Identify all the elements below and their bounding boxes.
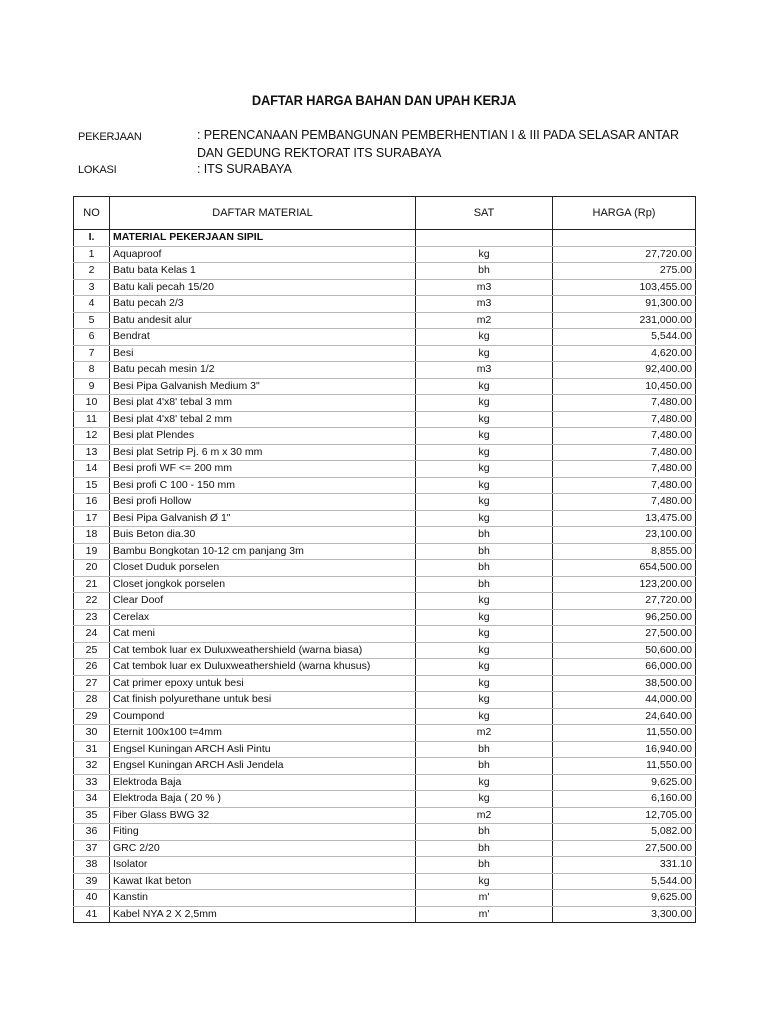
table-row (74, 807, 696, 824)
table-row (74, 692, 696, 709)
row-price: 5,082.00 (553, 824, 696, 841)
row-price: 5,544.00 (553, 329, 696, 346)
row-price: 16,940.00 (553, 741, 696, 758)
row-material-name: Fiting (110, 824, 416, 841)
section-row (74, 230, 696, 247)
row-unit: kg (416, 642, 553, 659)
row-no: 29 (74, 708, 110, 725)
row-unit: kg (416, 708, 553, 725)
row-no: 34 (74, 791, 110, 808)
table-body (74, 230, 696, 923)
table-row (74, 428, 696, 445)
table-row (74, 873, 696, 890)
row-unit: kg (416, 675, 553, 692)
row-unit: kg (416, 774, 553, 791)
row-no: 20 (74, 560, 110, 577)
row-unit: kg (416, 626, 553, 643)
table-row (74, 345, 696, 362)
row-material-name: Elektroda Baja (110, 774, 416, 791)
table-row (74, 527, 696, 544)
table-row (74, 824, 696, 841)
row-no: 19 (74, 543, 110, 560)
row-price: 92,400.00 (553, 362, 696, 379)
row-price: 27,500.00 (553, 626, 696, 643)
row-no: 3 (74, 279, 110, 296)
row-no: 7 (74, 345, 110, 362)
row-material-name: Besi Pipa Galvanish Medium 3" (110, 378, 416, 395)
row-unit: kg (416, 444, 553, 461)
table-row (74, 312, 696, 329)
row-unit: m2 (416, 725, 553, 742)
row-price: 10,450.00 (553, 378, 696, 395)
table-row (74, 461, 696, 478)
row-no: 39 (74, 873, 110, 890)
row-unit: kg (416, 428, 553, 445)
row-no: 36 (74, 824, 110, 841)
pekerjaan-value-line2: DAN GEDUNG REKTORAT ITS SURABAYA (197, 146, 442, 160)
row-material-name: Fiber Glass BWG 32 (110, 807, 416, 824)
row-material-name: Cat tembok luar ex Duluxweathershield (warna biasa) (110, 642, 416, 659)
row-unit: m3 (416, 279, 553, 296)
row-no: 18 (74, 527, 110, 544)
row-unit: kg (416, 593, 553, 610)
row-material-name: Batu bata Kelas 1 (110, 263, 416, 280)
row-price: 24,640.00 (553, 708, 696, 725)
row-unit: bh (416, 824, 553, 841)
table-row (74, 906, 696, 923)
row-no: 1 (74, 246, 110, 263)
row-price: 8,855.00 (553, 543, 696, 560)
row-price: 4,620.00 (553, 345, 696, 362)
row-price: 231,000.00 (553, 312, 696, 329)
table-row (74, 890, 696, 907)
row-unit: bh (416, 857, 553, 874)
header-sat: SAT (416, 197, 553, 230)
row-no: 26 (74, 659, 110, 676)
row-unit: kg (416, 246, 553, 263)
row-no: 24 (74, 626, 110, 643)
row-material-name: Engsel Kuningan ARCH Asli Pintu (110, 741, 416, 758)
row-material-name: Besi profi C 100 - 150 mm (110, 477, 416, 494)
section-name: MATERIAL PEKERJAAN SIPIL (110, 230, 416, 247)
row-material-name: Bambu Bongkotan 10-12 cm panjang 3m (110, 543, 416, 560)
table-row (74, 576, 696, 593)
row-price: 27,500.00 (553, 840, 696, 857)
row-material-name: Coumpond (110, 708, 416, 725)
row-material-name: Batu pecah mesin 1/2 (110, 362, 416, 379)
row-material-name: Cat finish polyurethane untuk besi (110, 692, 416, 709)
row-unit: kg (416, 345, 553, 362)
row-unit: bh (416, 840, 553, 857)
row-no: 21 (74, 576, 110, 593)
row-material-name: Batu kali pecah 15/20 (110, 279, 416, 296)
table-header-row (74, 197, 696, 230)
section-harga (553, 230, 696, 247)
row-material-name: Kanstin (110, 890, 416, 907)
row-material-name: Besi plat Setrip Pj. 6 m x 30 mm (110, 444, 416, 461)
table-row (74, 510, 696, 527)
row-no: 30 (74, 725, 110, 742)
table-row (74, 725, 696, 742)
row-material-name: Besi (110, 345, 416, 362)
row-material-name: Besi plat Plendes (110, 428, 416, 445)
row-no: 23 (74, 609, 110, 626)
row-price: 91,300.00 (553, 296, 696, 313)
row-unit: m3 (416, 296, 553, 313)
row-unit: bh (416, 543, 553, 560)
row-material-name: GRC 2/20 (110, 840, 416, 857)
row-unit: kg (416, 510, 553, 527)
row-no: 11 (74, 411, 110, 428)
row-unit: bh (416, 527, 553, 544)
table-row (74, 296, 696, 313)
table-row (74, 593, 696, 610)
row-price: 66,000.00 (553, 659, 696, 676)
row-material-name: Cerelax (110, 609, 416, 626)
row-no: 12 (74, 428, 110, 445)
page-title: DAFTAR HARGA BAHAN DAN UPAH KERJA (251, 92, 517, 108)
row-unit: kg (416, 395, 553, 412)
row-unit: bh (416, 758, 553, 775)
table-row (74, 378, 696, 395)
row-no: 37 (74, 840, 110, 857)
row-price: 7,480.00 (553, 395, 696, 412)
row-unit: m2 (416, 807, 553, 824)
row-no: 15 (74, 477, 110, 494)
table-row (74, 791, 696, 808)
row-price: 96,250.00 (553, 609, 696, 626)
table-row (74, 411, 696, 428)
row-price: 123,200.00 (553, 576, 696, 593)
row-unit: kg (416, 609, 553, 626)
table-row (74, 444, 696, 461)
header-material: DAFTAR MATERIAL (110, 197, 416, 230)
row-price: 3,300.00 (553, 906, 696, 923)
row-no: 17 (74, 510, 110, 527)
row-no: 10 (74, 395, 110, 412)
table-row (74, 609, 696, 626)
table-row (74, 246, 696, 263)
row-material-name: Kawat Ikat beton (110, 873, 416, 890)
table-row (74, 642, 696, 659)
table-row (74, 494, 696, 511)
row-price: 44,000.00 (553, 692, 696, 709)
pekerjaan-label: PEKERJAAN (78, 131, 142, 143)
row-price: 27,720.00 (553, 593, 696, 610)
row-no: 31 (74, 741, 110, 758)
row-unit: bh (416, 576, 553, 593)
row-material-name: Closet jongkok porselen (110, 576, 416, 593)
row-material-name: Batu pecah 2/3 (110, 296, 416, 313)
row-price: 6,160.00 (553, 791, 696, 808)
row-material-name: Bendrat (110, 329, 416, 346)
row-price: 275.00 (553, 263, 696, 280)
table-row (74, 840, 696, 857)
table-row (74, 774, 696, 791)
row-no: 4 (74, 296, 110, 313)
row-unit: m2 (416, 312, 553, 329)
row-no: 9 (74, 378, 110, 395)
row-no: 8 (74, 362, 110, 379)
lokasi-label: LOKASI (78, 164, 117, 176)
pekerjaan-value-line1: : PERENCANAAN PEMBANGUNAN PEMBERHENTIAN I & III PADA SELASAR ANTAR (197, 128, 679, 142)
table-row (74, 708, 696, 725)
row-unit: m' (416, 890, 553, 907)
row-material-name: Eternit 100x100 t=4mm (110, 725, 416, 742)
table-row (74, 741, 696, 758)
row-unit: kg (416, 477, 553, 494)
row-material-name: Isolator (110, 857, 416, 874)
table-row (74, 857, 696, 874)
row-no: 16 (74, 494, 110, 511)
header-harga: HARGA (Rp) (553, 197, 696, 230)
row-material-name: Aquaproof (110, 246, 416, 263)
row-no: 38 (74, 857, 110, 874)
row-price: 7,480.00 (553, 444, 696, 461)
row-unit: m' (416, 906, 553, 923)
row-no: 6 (74, 329, 110, 346)
row-price: 11,550.00 (553, 758, 696, 775)
table-row (74, 362, 696, 379)
row-unit: kg (416, 494, 553, 511)
lokasi-value: : ITS SURABAYA (197, 162, 292, 176)
row-unit: kg (416, 791, 553, 808)
row-price: 7,480.00 (553, 494, 696, 511)
row-unit: kg (416, 461, 553, 478)
row-material-name: Batu andesit alur (110, 312, 416, 329)
row-material-name: Cat tembok luar ex Duluxweathershield (warna khusus) (110, 659, 416, 676)
row-material-name: Cat meni (110, 626, 416, 643)
row-unit: kg (416, 659, 553, 676)
row-no: 27 (74, 675, 110, 692)
row-price: 654,500.00 (553, 560, 696, 577)
row-material-name: Closet Duduk porselen (110, 560, 416, 577)
row-price: 23,100.00 (553, 527, 696, 544)
row-price: 5,544.00 (553, 873, 696, 890)
row-price: 7,480.00 (553, 428, 696, 445)
table-row (74, 560, 696, 577)
row-no: 5 (74, 312, 110, 329)
row-unit: m3 (416, 362, 553, 379)
header-no: NO (74, 197, 110, 230)
row-no: 2 (74, 263, 110, 280)
row-price: 331.10 (553, 857, 696, 874)
row-material-name: Engsel Kuningan ARCH Asli Jendela (110, 758, 416, 775)
row-material-name: Besi Pipa Galvanish Ø 1" (110, 510, 416, 527)
row-unit: kg (416, 329, 553, 346)
row-price: 9,625.00 (553, 890, 696, 907)
row-material-name: Clear Doof (110, 593, 416, 610)
row-price: 7,480.00 (553, 411, 696, 428)
row-material-name: Besi plat 4'x8' tebal 3 mm (110, 395, 416, 412)
table-row (74, 675, 696, 692)
material-price-table (73, 196, 696, 923)
row-no: 41 (74, 906, 110, 923)
table-row (74, 758, 696, 775)
row-no: 33 (74, 774, 110, 791)
row-unit: kg (416, 378, 553, 395)
table-row (74, 279, 696, 296)
row-price: 7,480.00 (553, 461, 696, 478)
row-material-name: Kabel NYA 2 X 2,5mm (110, 906, 416, 923)
row-no: 25 (74, 642, 110, 659)
row-no: 40 (74, 890, 110, 907)
row-no: 13 (74, 444, 110, 461)
table-row (74, 263, 696, 280)
table-row (74, 543, 696, 560)
row-no: 32 (74, 758, 110, 775)
row-unit: kg (416, 692, 553, 709)
table-row (74, 659, 696, 676)
section-no: I. (74, 230, 110, 247)
row-unit: bh (416, 741, 553, 758)
table-row (74, 329, 696, 346)
table-row (74, 395, 696, 412)
row-price: 13,475.00 (553, 510, 696, 527)
row-material-name: Buis Beton dia.30 (110, 527, 416, 544)
row-unit: bh (416, 263, 553, 280)
row-unit: kg (416, 411, 553, 428)
row-price: 12,705.00 (553, 807, 696, 824)
row-material-name: Besi profi Hollow (110, 494, 416, 511)
row-price: 7,480.00 (553, 477, 696, 494)
section-sat (416, 230, 553, 247)
row-material-name: Besi profi WF <= 200 mm (110, 461, 416, 478)
row-unit: kg (416, 873, 553, 890)
row-unit: bh (416, 560, 553, 577)
row-price: 50,600.00 (553, 642, 696, 659)
table-row (74, 626, 696, 643)
row-price: 11,550.00 (553, 725, 696, 742)
row-material-name: Cat primer epoxy untuk besi (110, 675, 416, 692)
table-row (74, 477, 696, 494)
row-material-name: Besi plat 4'x8' tebal 2 mm (110, 411, 416, 428)
row-no: 14 (74, 461, 110, 478)
row-material-name: Elektroda Baja ( 20 % ) (110, 791, 416, 808)
row-price: 27,720.00 (553, 246, 696, 263)
row-no: 35 (74, 807, 110, 824)
row-no: 22 (74, 593, 110, 610)
row-price: 103,455.00 (553, 279, 696, 296)
row-no: 28 (74, 692, 110, 709)
row-price: 38,500.00 (553, 675, 696, 692)
row-price: 9,625.00 (553, 774, 696, 791)
